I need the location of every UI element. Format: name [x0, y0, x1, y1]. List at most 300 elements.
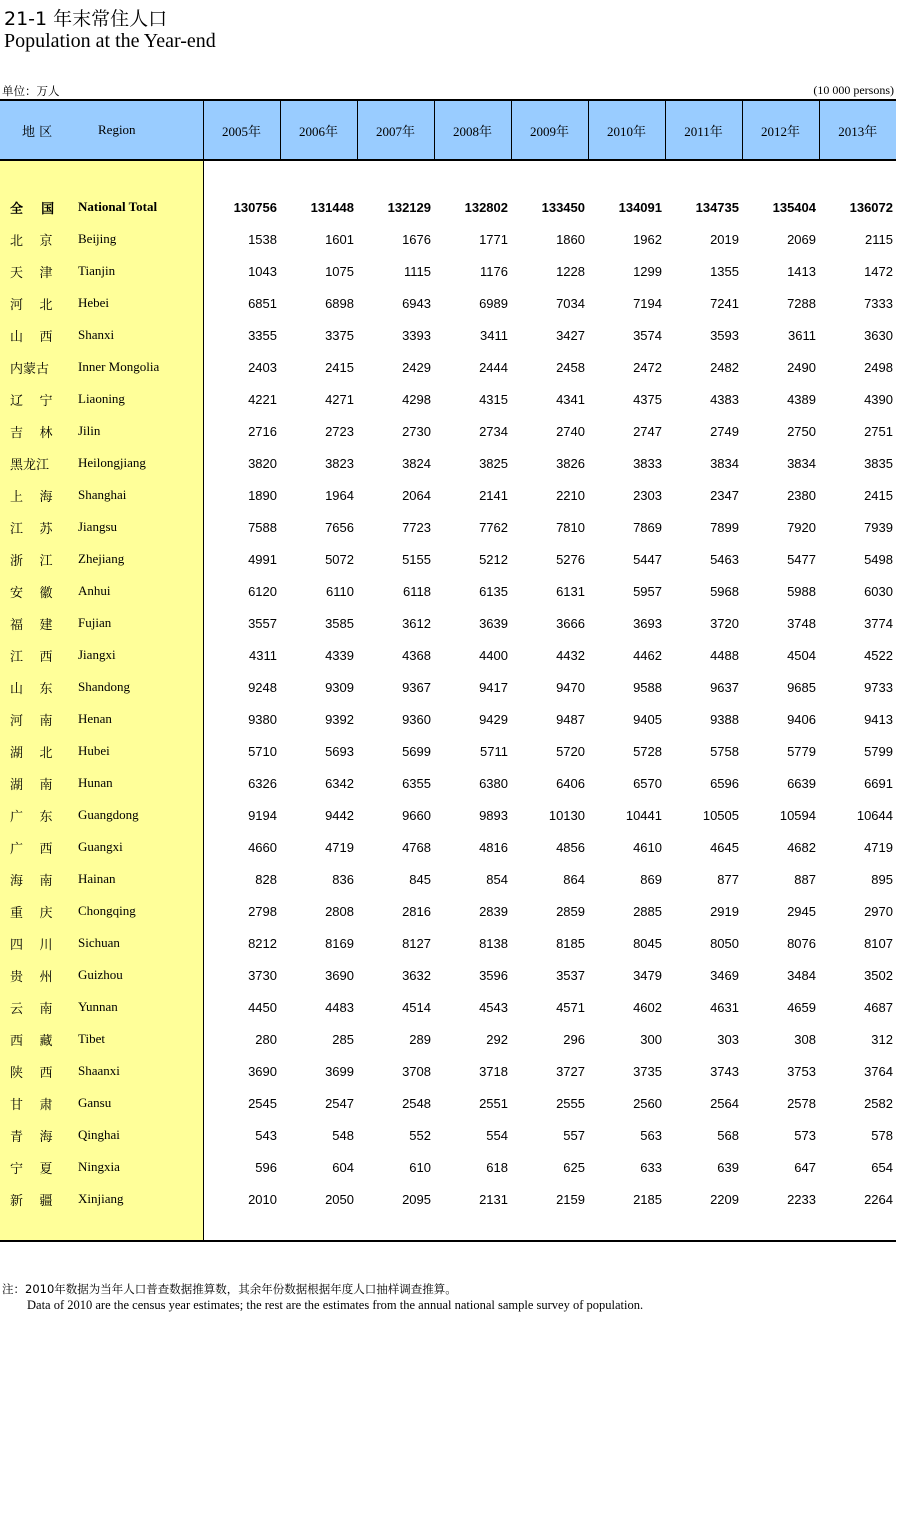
population-value: 7588 — [248, 519, 277, 535]
population-value: 2578 — [787, 1095, 816, 1111]
population-value: 6355 — [402, 775, 431, 791]
region-name-english: Shanghai — [78, 479, 203, 511]
population-value: 3727 — [556, 1063, 585, 1079]
region-name-chinese: 海 南 — [0, 863, 78, 895]
unit-label-chinese: 单位：万人 — [2, 84, 60, 98]
population-value: 2582 — [864, 1095, 893, 1111]
population-value: 8045 — [633, 935, 662, 951]
population-value: 2555 — [556, 1095, 585, 1111]
population-value: 543 — [255, 1127, 277, 1143]
region-name-english: Jiangsu — [78, 511, 203, 543]
population-value: 3690 — [325, 967, 354, 983]
population-value: 596 — [255, 1159, 277, 1175]
population-value: 6342 — [325, 775, 354, 791]
population-value: 4602 — [633, 999, 662, 1015]
population-value: 7920 — [787, 519, 816, 535]
population-value: 9405 — [633, 711, 662, 727]
population-value: 5699 — [402, 743, 431, 759]
population-value: 134091 — [618, 199, 662, 215]
table-row — [0, 287, 896, 319]
population-value: 895 — [871, 871, 893, 887]
table-row — [0, 1151, 896, 1183]
population-value: 2839 — [479, 903, 508, 919]
population-value: 9660 — [402, 807, 431, 823]
population-value: 5957 — [633, 583, 662, 599]
population-value: 4645 — [710, 839, 739, 855]
header-year: 2009年 — [511, 100, 588, 160]
population-value: 6943 — [402, 295, 431, 311]
population-value: 3826 — [556, 455, 585, 471]
population-value: 3835 — [864, 455, 893, 471]
population-value: 2751 — [864, 423, 893, 439]
population-value: 573 — [794, 1127, 816, 1143]
region-name-chinese: 黑龙江 — [0, 447, 78, 479]
population-value: 6989 — [479, 295, 508, 311]
population-value: 2970 — [864, 903, 893, 919]
table-row — [0, 319, 896, 351]
population-value: 647 — [794, 1159, 816, 1175]
population-value: 4368 — [402, 647, 431, 663]
region-name-english: Jiangxi — [78, 639, 203, 671]
population-value: 1962 — [633, 231, 662, 247]
region-name-chinese: 江 苏 — [0, 511, 78, 543]
table-row — [0, 447, 896, 479]
population-value: 2415 — [325, 359, 354, 375]
region-name-chinese: 新 疆 — [0, 1183, 78, 1215]
population-value: 4816 — [479, 839, 508, 855]
region-name-english: National Total — [78, 191, 203, 223]
table-row — [0, 383, 896, 415]
region-name-english: Guangdong — [78, 799, 203, 831]
population-value: 2159 — [556, 1191, 585, 1207]
population-value: 5463 — [710, 551, 739, 567]
population-value: 2209 — [710, 1191, 739, 1207]
population-value: 5447 — [633, 551, 662, 567]
population-value: 4271 — [325, 391, 354, 407]
region-name-chinese: 河 北 — [0, 287, 78, 319]
population-value: 2716 — [248, 423, 277, 439]
header-year: 2012年 — [742, 100, 819, 160]
population-value: 3557 — [248, 615, 277, 631]
region-name-chinese: 河 南 — [0, 703, 78, 735]
population-value: 2816 — [402, 903, 431, 919]
population-value: 5720 — [556, 743, 585, 759]
population-value: 854 — [486, 871, 508, 887]
region-name-english: Fujian — [78, 607, 203, 639]
region-name-english: Anhui — [78, 575, 203, 607]
population-value: 2131 — [479, 1191, 508, 1207]
population-value: 4514 — [402, 999, 431, 1015]
population-value: 3730 — [248, 967, 277, 983]
population-value: 9733 — [864, 679, 893, 695]
population-value: 8169 — [325, 935, 354, 951]
population-value: 3666 — [556, 615, 585, 631]
population-value: 5072 — [325, 551, 354, 567]
population-value: 2750 — [787, 423, 816, 439]
population-value: 2380 — [787, 487, 816, 503]
population-value: 3585 — [325, 615, 354, 631]
population-value: 6406 — [556, 775, 585, 791]
region-name-chinese: 内蒙古 — [0, 351, 78, 383]
population-value: 9429 — [479, 711, 508, 727]
region-name-chinese: 贵 州 — [0, 959, 78, 991]
table-row — [0, 511, 896, 543]
population-value: 131448 — [310, 199, 354, 215]
region-name-english: Ningxia — [78, 1151, 203, 1183]
header-year: 2005年 — [203, 100, 280, 160]
population-value: 2095 — [402, 1191, 431, 1207]
region-name-english: Guizhou — [78, 959, 203, 991]
population-value: 3834 — [787, 455, 816, 471]
population-value: 8050 — [710, 935, 739, 951]
region-name-english: Henan — [78, 703, 203, 735]
population-value: 6326 — [248, 775, 277, 791]
population-value: 2547 — [325, 1095, 354, 1111]
population-value: 3375 — [325, 327, 354, 343]
population-value: 2723 — [325, 423, 354, 439]
population-value: 2233 — [787, 1191, 816, 1207]
table-row — [0, 351, 896, 383]
population-value: 4339 — [325, 647, 354, 663]
population-value: 133450 — [541, 199, 585, 215]
population-value: 4389 — [787, 391, 816, 407]
population-value: 134735 — [695, 199, 739, 215]
population-value: 2740 — [556, 423, 585, 439]
population-value: 4610 — [633, 839, 662, 855]
population-value: 3537 — [556, 967, 585, 983]
region-name-chinese: 天 津 — [0, 255, 78, 287]
population-value: 2747 — [633, 423, 662, 439]
population-value: 2415 — [864, 487, 893, 503]
population-value: 4991 — [248, 551, 277, 567]
population-value: 2019 — [710, 231, 739, 247]
table-row — [0, 479, 896, 511]
population-value: 5968 — [710, 583, 739, 599]
region-name-english: Hunan — [78, 767, 203, 799]
population-value: 2482 — [710, 359, 739, 375]
population-value: 296 — [563, 1031, 585, 1047]
population-value: 9392 — [325, 711, 354, 727]
population-value: 2919 — [710, 903, 739, 919]
table-row — [0, 831, 896, 863]
population-value: 2545 — [248, 1095, 277, 1111]
region-name-english: Qinghai — [78, 1119, 203, 1151]
population-value: 828 — [255, 871, 277, 887]
region-name-chinese: 云 南 — [0, 991, 78, 1023]
population-value: 285 — [332, 1031, 354, 1047]
population-value: 8076 — [787, 935, 816, 951]
population-value: 7762 — [479, 519, 508, 535]
region-name-english: Zhejiang — [78, 543, 203, 575]
population-value: 5477 — [787, 551, 816, 567]
population-value: 4631 — [710, 999, 739, 1015]
population-value: 2730 — [402, 423, 431, 439]
population-value: 4856 — [556, 839, 585, 855]
population-value: 1413 — [787, 263, 816, 279]
table-row — [0, 255, 896, 287]
population-value: 1299 — [633, 263, 662, 279]
population-value: 9417 — [479, 679, 508, 695]
population-value: 9637 — [710, 679, 739, 695]
population-value: 10130 — [548, 807, 585, 823]
population-value: 604 — [332, 1159, 354, 1175]
population-value: 6380 — [479, 775, 508, 791]
population-value: 845 — [409, 871, 431, 887]
region-name-english: Shaanxi — [78, 1055, 203, 1087]
population-value: 5276 — [556, 551, 585, 567]
region-name-english: Yunnan — [78, 991, 203, 1023]
table-row — [0, 415, 896, 447]
region-name-chinese: 全 国 — [0, 191, 78, 223]
population-value: 4719 — [864, 839, 893, 855]
population-value: 3479 — [633, 967, 662, 983]
table-row — [0, 799, 896, 831]
population-value: 3355 — [248, 327, 277, 343]
population-value: 6570 — [633, 775, 662, 791]
population-value: 3484 — [787, 967, 816, 983]
population-value: 4768 — [402, 839, 431, 855]
population-value: 4298 — [402, 391, 431, 407]
region-name-chinese: 重 庆 — [0, 895, 78, 927]
population-value: 2498 — [864, 359, 893, 375]
population-value: 864 — [563, 871, 585, 887]
population-value: 8185 — [556, 935, 585, 951]
population-value: 6120 — [248, 583, 277, 599]
population-value: 2347 — [710, 487, 739, 503]
population-value: 4311 — [249, 647, 277, 663]
population-value: 10644 — [856, 807, 893, 823]
population-value: 9588 — [633, 679, 662, 695]
table-row — [0, 639, 896, 671]
table-header — [0, 100, 896, 160]
table-row — [0, 735, 896, 767]
population-value: 4719 — [325, 839, 354, 855]
table-row — [0, 927, 896, 959]
population-value: 618 — [486, 1159, 508, 1175]
population-value: 610 — [409, 1159, 431, 1175]
population-table — [0, 99, 896, 1242]
population-value: 4522 — [864, 647, 893, 663]
population-value: 5693 — [325, 743, 354, 759]
population-value: 3502 — [864, 967, 893, 983]
population-value: 877 — [717, 871, 739, 887]
region-name-english: Heilongjiang — [78, 447, 203, 479]
population-value: 1771 — [479, 231, 508, 247]
header-year: 2006年 — [280, 100, 357, 160]
population-value: 1075 — [325, 263, 354, 279]
population-value: 2064 — [402, 487, 431, 503]
population-value: 4400 — [479, 647, 508, 663]
region-name-chinese: 山 西 — [0, 319, 78, 351]
region-name-english: Inner Mongolia — [78, 351, 203, 383]
region-name-english: Hebei — [78, 287, 203, 319]
population-value: 3596 — [479, 967, 508, 983]
region-name-chinese: 西 藏 — [0, 1023, 78, 1055]
population-value: 554 — [486, 1127, 508, 1143]
population-value: 4221 — [248, 391, 277, 407]
header-row — [0, 100, 896, 160]
population-value: 9380 — [248, 711, 277, 727]
population-value: 4682 — [787, 839, 816, 855]
population-value: 135404 — [772, 199, 816, 215]
population-value: 2551 — [479, 1095, 508, 1111]
population-value: 4571 — [556, 999, 585, 1015]
population-value: 3833 — [633, 455, 662, 471]
population-value: 10441 — [625, 807, 662, 823]
region-name-chinese: 福 建 — [0, 607, 78, 639]
header-year: 2008年 — [434, 100, 511, 160]
population-value: 7899 — [710, 519, 739, 535]
population-value: 4543 — [479, 999, 508, 1015]
population-value: 3820 — [248, 455, 277, 471]
population-value: 4390 — [864, 391, 893, 407]
region-name-chinese: 青 海 — [0, 1119, 78, 1151]
population-value: 5498 — [864, 551, 893, 567]
population-value: 4659 — [787, 999, 816, 1015]
population-value: 4315 — [479, 391, 508, 407]
population-value: 3735 — [633, 1063, 662, 1079]
population-value: 9406 — [787, 711, 816, 727]
population-value: 3630 — [864, 327, 893, 343]
region-name-english: Hubei — [78, 735, 203, 767]
population-value: 9309 — [325, 679, 354, 695]
population-value: 2885 — [633, 903, 662, 919]
header-year: 2013年 — [819, 100, 896, 160]
page-title-english: Population at the Year-end — [4, 30, 216, 52]
population-value: 6110 — [326, 583, 354, 599]
population-value: 312 — [871, 1031, 893, 1047]
population-value: 3611 — [788, 327, 816, 343]
population-value: 4383 — [710, 391, 739, 407]
population-value: 3824 — [402, 455, 431, 471]
population-value: 280 — [255, 1031, 277, 1047]
table-row — [0, 1119, 896, 1151]
population-value: 8138 — [479, 935, 508, 951]
population-value: 5711 — [480, 743, 508, 759]
population-value: 130756 — [233, 199, 277, 215]
population-value: 2749 — [710, 423, 739, 439]
population-value: 6851 — [248, 295, 277, 311]
population-value: 4450 — [248, 999, 277, 1015]
population-value: 308 — [794, 1031, 816, 1047]
population-value: 563 — [640, 1127, 662, 1143]
region-name-english: Hainan — [78, 863, 203, 895]
population-value: 3708 — [402, 1063, 431, 1079]
population-value: 1601 — [325, 231, 354, 247]
table-row — [0, 223, 896, 255]
population-value: 9470 — [556, 679, 585, 695]
population-value: 7869 — [633, 519, 662, 535]
population-value: 136072 — [849, 199, 893, 215]
table-row — [0, 895, 896, 927]
table-row — [0, 575, 896, 607]
population-value: 2050 — [325, 1191, 354, 1207]
population-value: 4341 — [556, 391, 585, 407]
population-value: 4488 — [710, 647, 739, 663]
population-value: 552 — [409, 1127, 431, 1143]
population-value: 3764 — [864, 1063, 893, 1079]
population-value: 6118 — [403, 583, 431, 599]
footnote-chinese: 注：2010年数据为当年人口普查数据推算数，其余年份数据根据年度人口抽样调查推算。 — [2, 1282, 457, 1296]
population-value: 2210 — [556, 487, 585, 503]
population-value: 5988 — [787, 583, 816, 599]
population-value: 6135 — [479, 583, 508, 599]
table-row — [0, 1055, 896, 1087]
footnote-english: Data of 2010 are the census year estimates; the rest are the estimates from the annual national sample survey of population. — [27, 1298, 644, 1312]
region-name-english: Shandong — [78, 671, 203, 703]
trailing-row — [0, 1215, 896, 1241]
population-value: 3720 — [710, 615, 739, 631]
population-value: 3753 — [787, 1063, 816, 1079]
population-value: 2548 — [402, 1095, 431, 1111]
population-value: 303 — [717, 1031, 739, 1047]
table-row — [0, 1023, 896, 1055]
population-value: 1115 — [404, 263, 431, 279]
population-value: 3834 — [710, 455, 739, 471]
population-value: 557 — [563, 1127, 585, 1143]
region-name-chinese: 安 徽 — [0, 575, 78, 607]
header-year: 2007年 — [357, 100, 434, 160]
population-value: 7333 — [864, 295, 893, 311]
region-name-english: Tibet — [78, 1023, 203, 1055]
population-value: 2069 — [787, 231, 816, 247]
population-value: 4432 — [556, 647, 585, 663]
population-value: 292 — [486, 1031, 508, 1047]
population-value: 7939 — [864, 519, 893, 535]
population-value: 7194 — [633, 295, 662, 311]
region-name-english: Tianjin — [78, 255, 203, 287]
population-value: 578 — [871, 1127, 893, 1143]
population-value: 9893 — [479, 807, 508, 823]
population-value: 5155 — [402, 551, 431, 567]
population-value: 3427 — [556, 327, 585, 343]
population-value: 7241 — [710, 295, 739, 311]
population-value: 2564 — [710, 1095, 739, 1111]
population-value: 2444 — [479, 359, 508, 375]
population-value: 3469 — [710, 967, 739, 983]
table-row — [0, 991, 896, 1023]
region-name-english: Sichuan — [78, 927, 203, 959]
population-value: 2945 — [787, 903, 816, 919]
population-value: 3593 — [710, 327, 739, 343]
population-value: 5758 — [710, 743, 739, 759]
region-name-chinese: 江 西 — [0, 639, 78, 671]
population-value: 2798 — [248, 903, 277, 919]
population-value: 3574 — [633, 327, 662, 343]
region-name-chinese: 广 东 — [0, 799, 78, 831]
population-value: 1176 — [480, 263, 508, 279]
population-value: 9685 — [787, 679, 816, 695]
population-value: 10594 — [779, 807, 816, 823]
population-value: 6691 — [864, 775, 893, 791]
population-value: 1355 — [710, 263, 739, 279]
table-row — [0, 959, 896, 991]
population-value: 9388 — [710, 711, 739, 727]
region-name-chinese: 四 川 — [0, 927, 78, 959]
population-value: 3743 — [710, 1063, 739, 1079]
table-row — [0, 543, 896, 575]
population-value: 10505 — [702, 807, 739, 823]
population-value: 8107 — [864, 935, 893, 951]
population-value: 5779 — [787, 743, 816, 759]
population-value: 548 — [332, 1127, 354, 1143]
population-value: 5799 — [864, 743, 893, 759]
region-name-english: Gansu — [78, 1087, 203, 1119]
population-value: 7810 — [556, 519, 585, 535]
population-value: 3774 — [864, 615, 893, 631]
population-value: 2010 — [248, 1191, 277, 1207]
population-value: 1538 — [248, 231, 277, 247]
